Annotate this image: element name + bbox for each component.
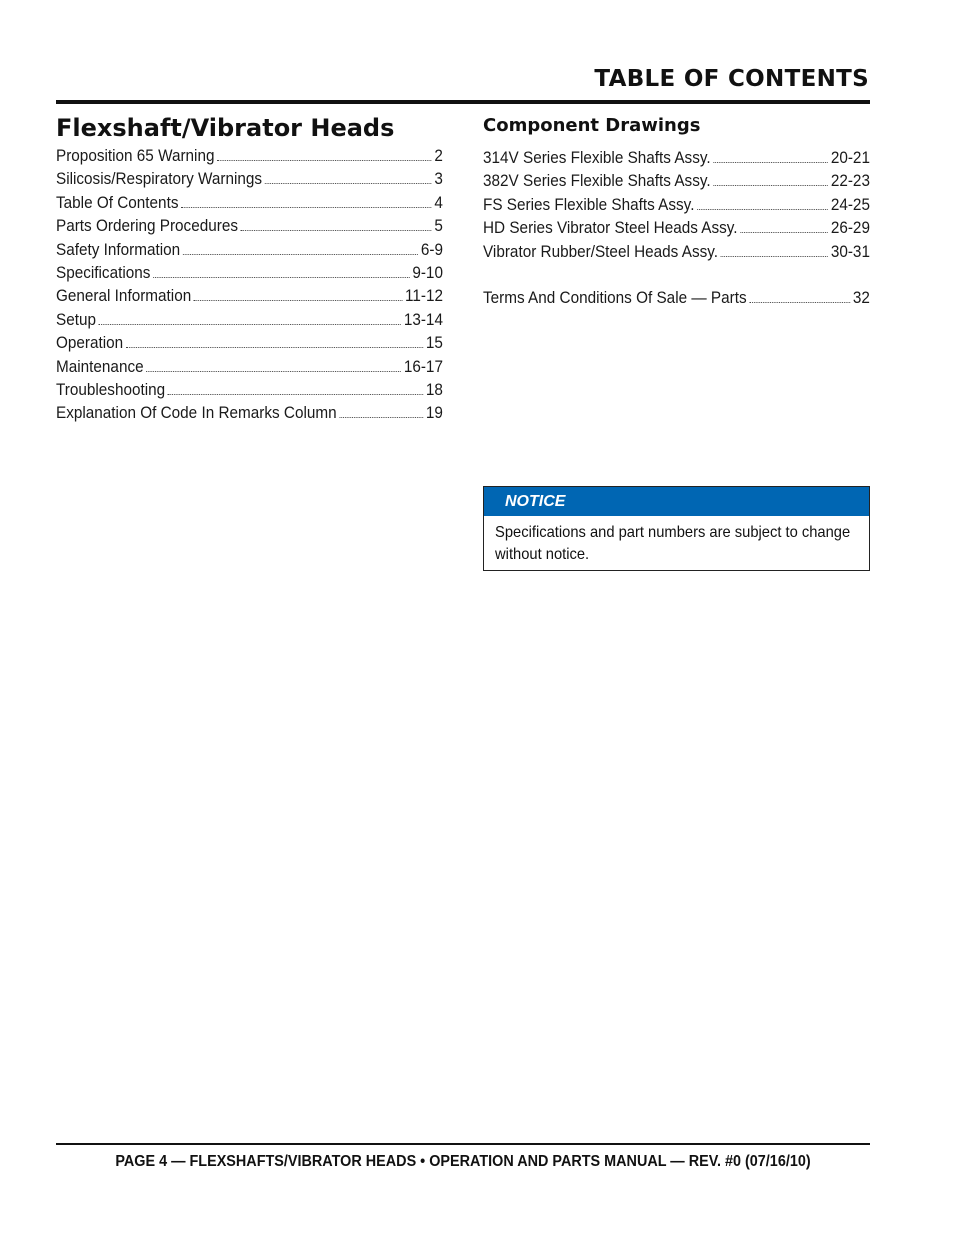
page-header-title: TABLE OF CONTENTS — [594, 66, 869, 92]
toc-item-page: 2 — [434, 146, 443, 165]
toc-item-page: 5 — [434, 216, 443, 236]
section-title-flexshaft: Flexshaft/Vibrator Heads — [56, 114, 395, 142]
toc-item-page: 32 — [852, 287, 870, 307]
toc-item[interactable] — [56, 331, 443, 354]
leader-dots — [749, 291, 850, 303]
toc-item-page: 18 — [425, 379, 443, 399]
toc-item-page: 9-10 — [412, 262, 443, 282]
toc-list-right — [483, 146, 870, 309]
toc-item-label: Operation — [56, 333, 124, 353]
toc-item-label: Setup — [56, 309, 96, 329]
toc-item[interactable] — [483, 193, 870, 216]
toc-item[interactable] — [483, 146, 870, 169]
toc-item-page: 16-17 — [403, 356, 443, 376]
toc-item-page: 19 — [425, 403, 443, 423]
notice-heading: NOTICE — [484, 487, 869, 516]
toc-item-label: Explanation Of Code In Remarks Column — [56, 403, 337, 423]
toc-item-label: Terms And Conditions Of Sale — Parts — [483, 287, 747, 307]
toc-item[interactable] — [56, 167, 443, 190]
leader-dots — [194, 289, 402, 301]
toc-right-column — [483, 112, 870, 309]
toc-item-page: 24-25 — [830, 194, 870, 214]
leader-dots — [217, 149, 432, 161]
toc-list-left — [56, 144, 443, 425]
toc-item-page: 15 — [425, 333, 443, 353]
header-rule — [56, 100, 870, 104]
toc-item-page: 22-23 — [830, 171, 870, 191]
notice-body: Specifications and part numbers are subject to change without notice. — [495, 524, 851, 563]
toc-item[interactable] — [56, 144, 443, 167]
leader-dots — [126, 336, 423, 348]
toc-item[interactable] — [483, 216, 870, 239]
toc-item[interactable] — [56, 238, 443, 261]
toc-item-page: 3 — [434, 169, 443, 189]
leader-dots — [241, 219, 432, 231]
notice-box — [483, 486, 870, 571]
leader-dots — [721, 245, 828, 257]
toc-item[interactable] — [56, 214, 443, 237]
page-footer: PAGE 4 — FLEXSHAFTS/VIBRATOR HEADS • OPERATION AND PARTS MANUAL — REV. #0 (07/16/10) — [115, 1153, 811, 1170]
toc-item[interactable] — [483, 240, 870, 263]
toc-item-label: Specifications — [56, 262, 151, 282]
leader-dots — [339, 406, 423, 418]
toc-item-label: Maintenance — [56, 356, 144, 376]
toc-item[interactable] — [56, 261, 443, 284]
toc-item-page: 6-9 — [420, 239, 443, 259]
toc-item[interactable] — [56, 378, 443, 401]
leader-dots — [146, 360, 401, 372]
toc-item-label: Safety Information — [56, 239, 181, 259]
leader-dots — [713, 151, 828, 163]
leader-dots — [740, 221, 828, 233]
toc-item[interactable] — [483, 169, 870, 192]
toc-item-label: Table Of Contents — [56, 192, 179, 212]
section-title-component-drawings: Component Drawings — [483, 115, 701, 136]
footer-rule — [56, 1143, 870, 1145]
toc-item-label: HD Series Vibrator Steel Heads Assy. — [483, 218, 738, 238]
toc-left-column — [56, 112, 443, 425]
toc-item[interactable] — [56, 284, 443, 307]
toc-item[interactable] — [483, 286, 870, 309]
toc-item-page: 13-14 — [403, 309, 443, 329]
toc-spacer — [483, 263, 870, 286]
leader-dots — [713, 175, 828, 187]
toc-item-page: 26-29 — [830, 218, 870, 238]
toc-item-label: Proposition 65 Warning — [56, 146, 215, 165]
leader-dots — [183, 243, 418, 255]
toc-item[interactable] — [56, 308, 443, 331]
toc-item-label: FS Series Flexible Shafts Assy. — [483, 194, 695, 214]
leader-dots — [697, 198, 828, 210]
toc-item[interactable] — [56, 191, 443, 214]
toc-item-page: 4 — [434, 192, 443, 212]
toc-item-label: 314V Series Flexible Shafts Assy. — [483, 148, 711, 167]
toc-item-label: General Information — [56, 286, 192, 306]
toc-item-label: Silicosis/Respiratory Warnings — [56, 169, 263, 189]
toc-item-label: Parts Ordering Procedures — [56, 216, 238, 236]
toc-item-page: 30-31 — [830, 241, 870, 261]
leader-dots — [99, 313, 401, 325]
toc-item-page: 20-21 — [830, 148, 870, 167]
toc-item-label: Troubleshooting — [56, 379, 166, 399]
leader-dots — [153, 266, 410, 278]
toc-item[interactable] — [56, 355, 443, 378]
toc-item-label: Vibrator Rubber/Steel Heads Assy. — [483, 241, 719, 261]
leader-dots — [265, 173, 432, 185]
leader-dots — [181, 196, 432, 208]
toc-item-page: 11-12 — [404, 286, 443, 306]
toc-item[interactable] — [56, 401, 443, 424]
leader-dots — [168, 383, 423, 395]
toc-item-label: 382V Series Flexible Shafts Assy. — [483, 171, 711, 191]
